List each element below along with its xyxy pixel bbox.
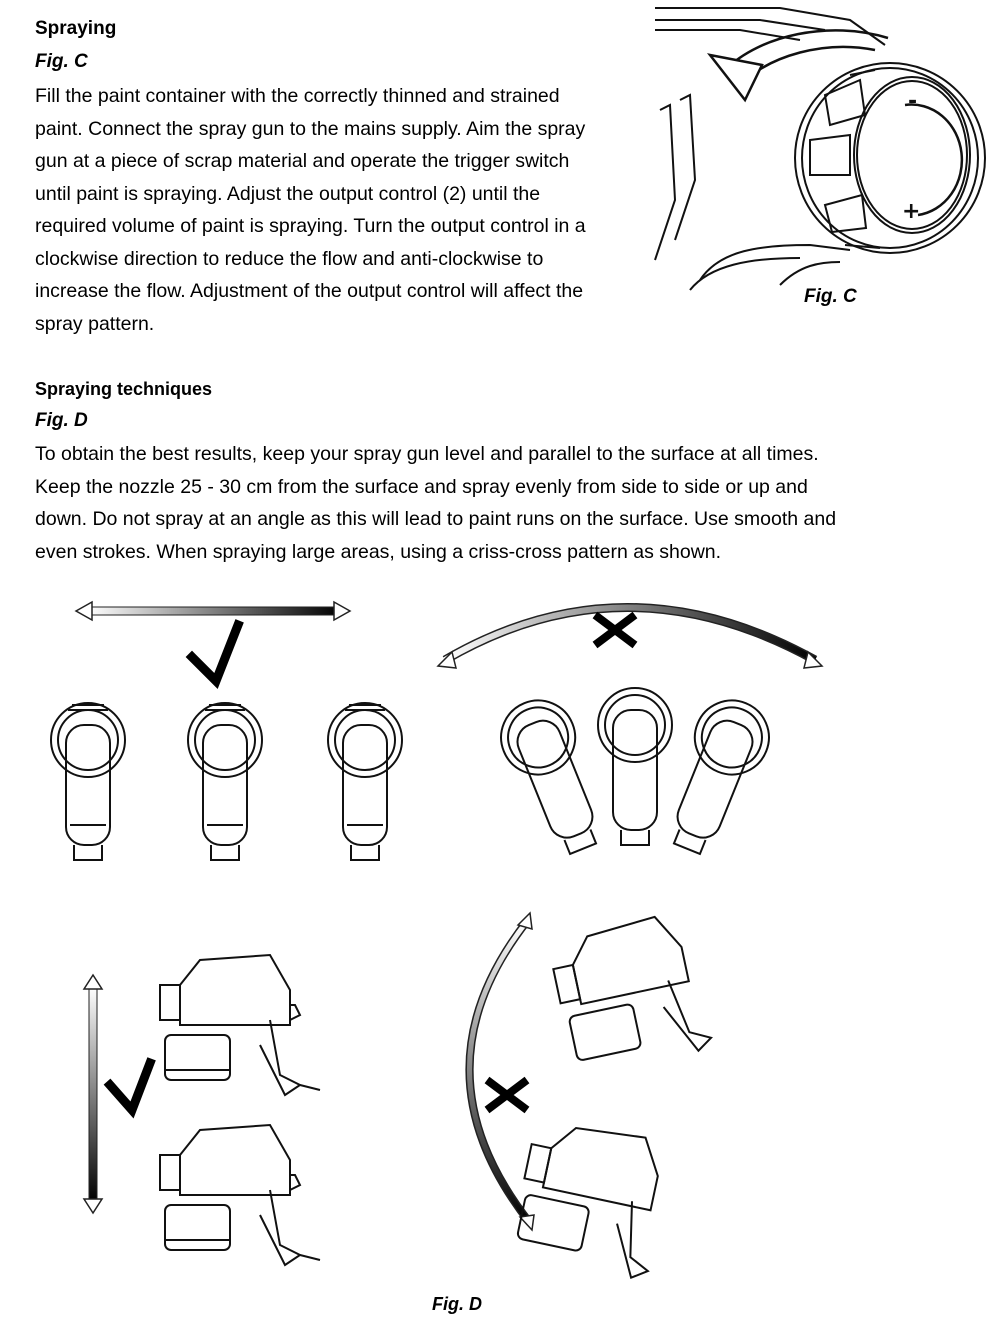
cross-icon-vertical (487, 1080, 527, 1110)
fig-d-reference: Fig. D (35, 410, 88, 431)
spraying-paragraph: Fill the paint container with the correctly thinned and strained paint. Connect the spray gun to the mains supply. Aim the spray gun at a piece of scrap material and operate the trigger switch until paint is spraying. Adjust the output control (2) until the required volume of paint is spraying. Turn the output control in a clockwise direction to reduce the flow and anti-clockwise to increase the flow. Adjustment of the output control will affect the spray pattern. (35, 85, 586, 335)
dial-plus-label: + (902, 199, 921, 224)
check-icon (192, 625, 238, 681)
fig-d-incorrect-arc (430, 580, 840, 860)
fig-d-incorrect-vertical-arc (450, 905, 740, 1235)
check-icon-vertical (110, 1063, 150, 1110)
fig-c-caption: Fig. C (804, 286, 857, 307)
fig-c-output-control-illustration (650, 0, 990, 290)
section-heading-spraying: Spraying (35, 18, 117, 39)
fig-d-caption: Fig. D (432, 1294, 482, 1314)
spraying-techniques-paragraph: To obtain the best results, keep your spray gun level and parallel to the surface at all times. Keep the nozzle 25 - 30 cm from the surface and spray evenly from side to side or up and down. Do not spray at an angle as this will lead to paint runs on the surface. Use smooth and even strokes. When spraying large areas, using a criss-cross pattern as shown. (35, 443, 837, 563)
cross-icon (595, 615, 635, 645)
fig-d-correct-horizontal (40, 595, 410, 875)
section-heading-spraying-techniques: Spraying techniques (35, 379, 213, 399)
fig-c-reference: Fig. C (35, 51, 88, 72)
fig-d-correct-vertical (70, 935, 340, 1265)
dial-minus-label: - (908, 89, 918, 114)
